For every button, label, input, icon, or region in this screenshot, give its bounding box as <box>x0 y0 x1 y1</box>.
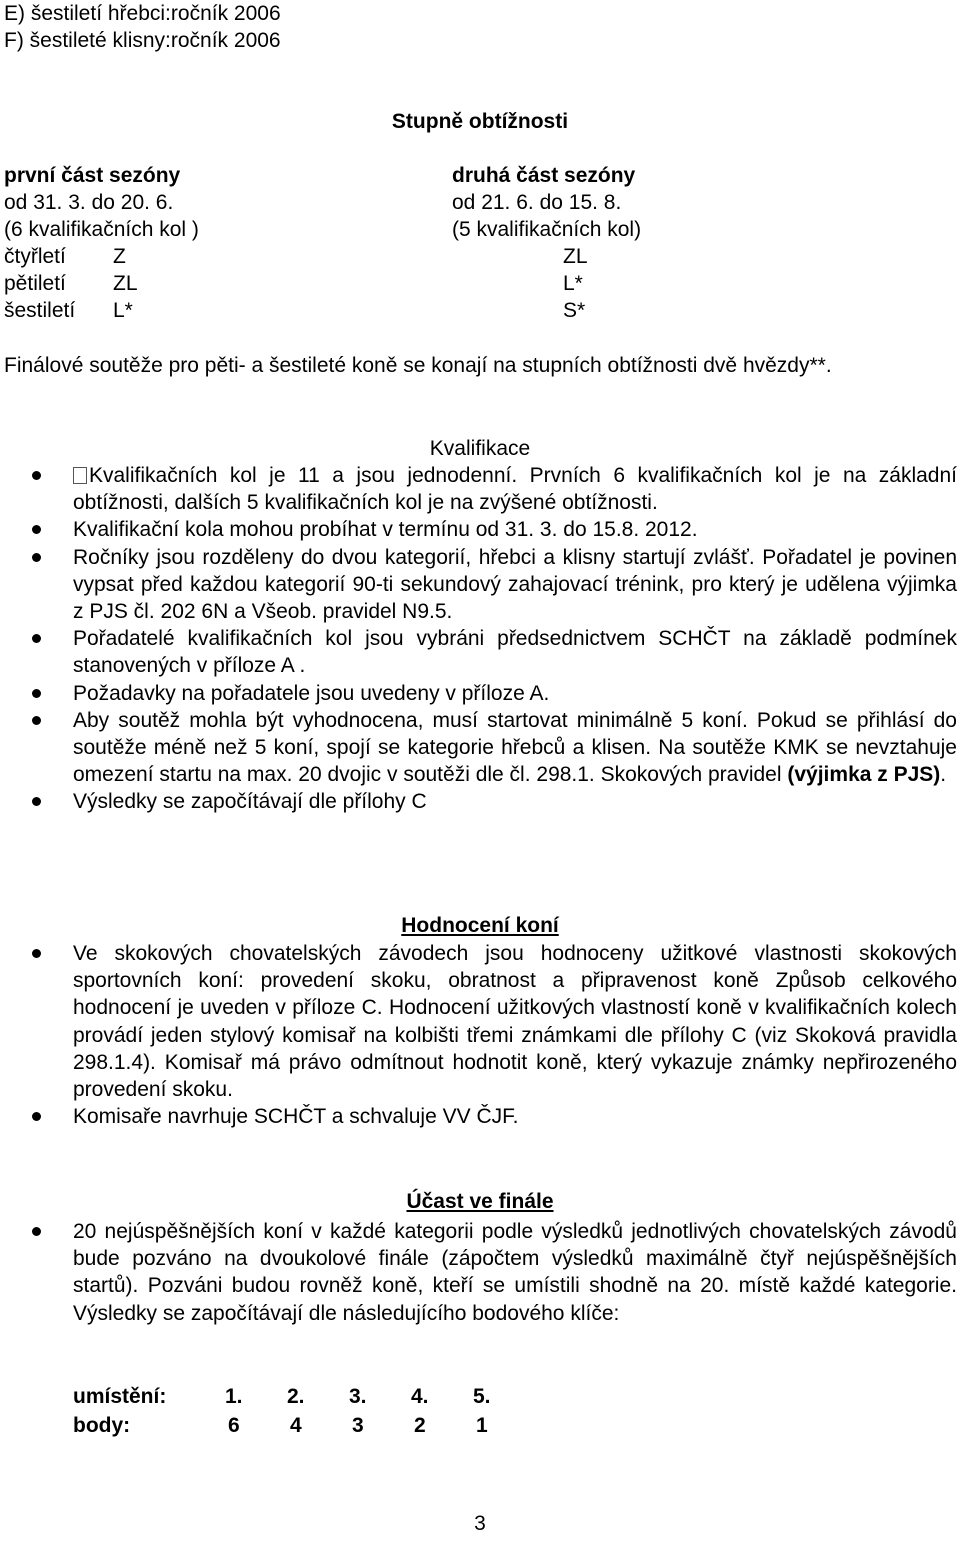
points-cell: 2 <box>414 1414 426 1437</box>
second-part-level: L* <box>563 272 583 295</box>
points-cell: 1 <box>476 1414 488 1437</box>
list-item: Požadavky na pořadatele jsou uvedeny v příloze A. <box>0 680 957 707</box>
final-note: Finálové soutěže pro pěti- a šestileté koně se konají na stupních obtížnosti dvě hvězdy**. <box>4 354 832 377</box>
page-number: 3 <box>474 1512 486 1535</box>
placement-row <box>73 1382 535 1411</box>
evaluation-title: Hodnocení koní <box>401 914 559 937</box>
list-item: Ročníky jsou rozděleny do dvou kategorií, hřebci a klisny startují zvlášť. Pořadatel je povinen vypsat před každou kategorií 90-ti sekundový zahajovací trénink, pro který je udělena výjimka z PJS čl. 202 6N a Všeob. pravidel N9.5. <box>0 544 957 626</box>
list-item: Aby soutěž mohla být vyhodnocena, musí startovat minimálně 5 koní. Pokud se přihlásí do soutěže méně než 5 koní, spojí se kategorie hřebců a klisen. Na soutěže KMK se nevztahuje omezení startu na max. 20 dvojic v soutěži dle čl. 298.1. Skokových pravidel (výjimka z PJS). <box>0 707 957 789</box>
list-item: Výsledky se započítávají dle přílohy C <box>0 788 957 815</box>
second-part-level: ZL <box>563 245 588 268</box>
evaluation-list <box>0 940 960 1130</box>
list-item: Kvalifikačních kol je 11 a jsou jednodenní. Prvních 6 kvalifikačních kol je na základní obtížnosti, dalších 5 kvalifikačních kol je na zvýšené obtížnosti. <box>0 462 957 516</box>
first-part-dates: od 31. 3. do 20. 6. <box>4 191 174 214</box>
age-label: šestiletí <box>4 299 76 322</box>
list-item: 20 nejúspěšnějších koní v každé kategorii podle výsledků jednotlivých chovatelských závodů bude pozváno na dvoukolové finále (zápočtem výsledků maximálně čtyř nejúspěšnějších startů). Pozváni budou rovněž koně, kteří se umístili shodně na 20. místě každé kategorie. Výsledky se započítávají dle následujícího bodového klíče: <box>0 1218 957 1327</box>
placement-cell: 1. <box>225 1385 243 1408</box>
category-line-e: E) šestiletí hřebci:ročník 2006 <box>4 2 281 25</box>
first-part-title: první část sezóny <box>4 164 181 187</box>
points-cell: 4 <box>290 1414 302 1437</box>
list-item: Ve skokových chovatelských závodech jsou hodnoceny užitkové vlastnosti skokových sportovních koní: provedení skoku, obratnost a připravenost koně Způsob celkového hodnocení je uveden v příloze C. Hodnocení užitkových vlastností koně v kvalifikačních kolech provádí jeden stylový komisař na kolbišti třemi známkami dle přílohy C (viz Skoková pravidla 298.1.4). Komisař má právo odmítnout hodnotit koně, který vykazuje známky nepřirozeného provedení skoku. <box>0 940 957 1103</box>
missing-glyph-box <box>73 467 87 484</box>
points-table <box>73 1382 535 1440</box>
points-row <box>73 1411 535 1440</box>
age-label: pětiletí <box>4 272 66 295</box>
list-item: Komisaře navrhuje SCHČT a schvaluje VV ČJF. <box>0 1103 957 1130</box>
qualification-list <box>0 462 960 816</box>
first-part-count: (6 kvalifikačních kol ) <box>4 218 199 241</box>
list-item: Pořadatelé kvalifikačních kol jsou vybráni předsednictvem SCHČT na základě podmínek stanovených v příloze A . <box>0 625 957 679</box>
first-part-level: L* <box>113 299 133 322</box>
list-item: Kvalifikační kola mohou probíhat v termínu od 31. 3. do 15.8. 2012. <box>0 516 957 543</box>
difficulty-section-title: Stupně obtížnosti <box>391 110 569 133</box>
points-cell: 3 <box>352 1414 364 1437</box>
placement-cell: 2. <box>287 1385 305 1408</box>
first-part-level: ZL <box>113 272 138 295</box>
qualification-title: Kvalifikace <box>429 437 531 460</box>
placement-cell: 4. <box>411 1385 429 1408</box>
placement-cell: 3. <box>349 1385 367 1408</box>
points-cell: 6 <box>228 1414 240 1437</box>
age-label: čtyřletí <box>4 245 66 268</box>
placement-cell: 5. <box>473 1385 491 1408</box>
second-part-level: S* <box>563 299 586 322</box>
exception-note: (výjimka z PJS) <box>787 763 941 787</box>
points-label: body: <box>73 1414 131 1437</box>
first-part-level: Z <box>113 245 126 268</box>
second-part-dates: od 21. 6. do 15. 8. <box>452 191 622 214</box>
second-part-count: (5 kvalifikačních kol) <box>452 218 642 241</box>
final-participation-title: Účast ve finále <box>406 1190 554 1213</box>
second-part-title: druhá část sezóny <box>452 164 636 187</box>
placement-label: umístění: <box>73 1385 167 1408</box>
final-list <box>0 1218 960 1327</box>
category-line-f: F) šestileté klisny:ročník 2006 <box>4 29 281 52</box>
